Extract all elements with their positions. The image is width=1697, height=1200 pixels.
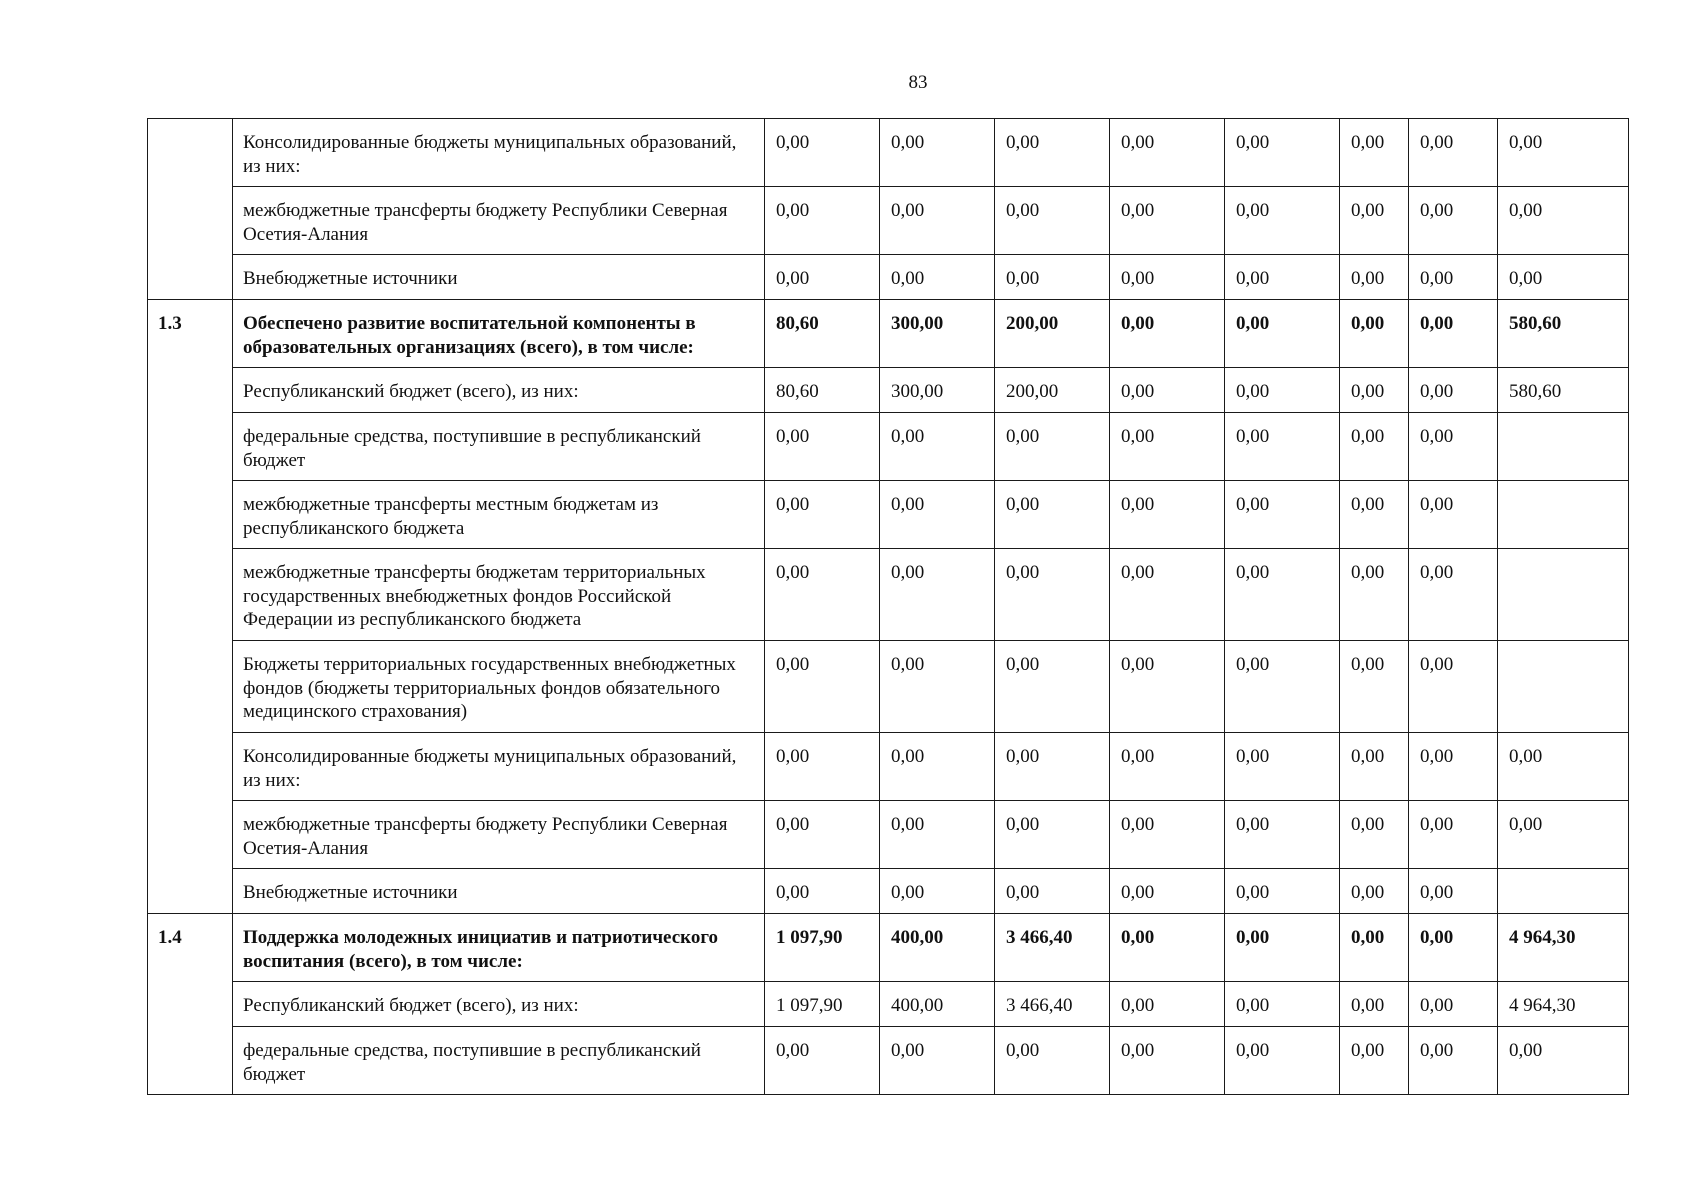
- value-cell: 0,00: [1409, 413, 1498, 481]
- row-label-cell: межбюджетные трансферты бюджету Республики Северная Осетия-Алания: [233, 801, 765, 869]
- value-cell: 0,00: [1409, 481, 1498, 549]
- value-cell: 0,00: [1225, 869, 1340, 914]
- row-label-cell: Республиканский бюджет (всего), из них:: [233, 368, 765, 413]
- table-row: [148, 187, 1629, 255]
- value-cell: 0,00: [1498, 187, 1629, 255]
- row-label-cell: Консолидированные бюджеты муниципальных образований, из них:: [233, 119, 765, 187]
- value-cell: 0,00: [1225, 413, 1340, 481]
- value-cell: 0,00: [995, 869, 1110, 914]
- value-cell: 0,00: [1110, 914, 1225, 982]
- budget-table: [147, 118, 1629, 1095]
- value-cell: 0,00: [880, 801, 995, 869]
- value-cell: 0,00: [880, 641, 995, 733]
- value-cell: [1498, 549, 1629, 641]
- page-number: 83: [908, 72, 928, 93]
- value-cell: 0,00: [765, 1027, 880, 1095]
- value-cell: 0,00: [1225, 481, 1340, 549]
- value-cell: 0,00: [1225, 119, 1340, 187]
- value-cell: 0,00: [1409, 1027, 1498, 1095]
- value-cell: 0,00: [1498, 119, 1629, 187]
- value-cell: 0,00: [880, 255, 995, 300]
- value-cell: 0,00: [1498, 733, 1629, 801]
- value-cell: 0,00: [765, 481, 880, 549]
- value-cell: 0,00: [1340, 1027, 1409, 1095]
- value-cell: 0,00: [1340, 641, 1409, 733]
- value-cell: 0,00: [880, 187, 995, 255]
- value-cell: 0,00: [880, 869, 995, 914]
- value-cell: 0,00: [1498, 801, 1629, 869]
- row-index-cell: 1.4: [148, 914, 233, 1095]
- row-index-cell: 1.3: [148, 300, 233, 914]
- value-cell: 0,00: [880, 413, 995, 481]
- table-row: [148, 641, 1629, 733]
- row-label-cell: межбюджетные трансферты бюджетам территориальных государственных внебюджетных фондов Российской Федерации из республиканского бюджета: [233, 549, 765, 641]
- value-cell: 0,00: [1110, 368, 1225, 413]
- value-cell: 0,00: [1409, 733, 1498, 801]
- row-label-cell: федеральные средства, поступившие в республиканский бюджет: [233, 1027, 765, 1095]
- value-cell: 0,00: [1225, 187, 1340, 255]
- value-cell: [1498, 641, 1629, 733]
- row-label-cell: федеральные средства, поступившие в республиканский бюджет: [233, 413, 765, 481]
- value-cell: 0,00: [1340, 368, 1409, 413]
- value-cell: 400,00: [880, 914, 995, 982]
- value-cell: 80,60: [765, 368, 880, 413]
- value-cell: 0,00: [1409, 801, 1498, 869]
- value-cell: 3 466,40: [995, 982, 1110, 1027]
- row-label-cell: Бюджеты территориальных государственных внебюджетных фондов (бюджеты территориальных фондов обязательного медицинского страхования): [233, 641, 765, 733]
- table-row: [148, 413, 1629, 481]
- value-cell: 0,00: [1225, 641, 1340, 733]
- value-cell: 0,00: [995, 413, 1110, 481]
- value-cell: 0,00: [1110, 300, 1225, 368]
- value-cell: 0,00: [1110, 255, 1225, 300]
- value-cell: [1498, 869, 1629, 914]
- table-row: [148, 801, 1629, 869]
- value-cell: 0,00: [1340, 187, 1409, 255]
- value-cell: 0,00: [1225, 801, 1340, 869]
- row-label-cell: межбюджетные трансферты бюджету Республики Северная Осетия-Алания: [233, 187, 765, 255]
- row-label-cell: межбюджетные трансферты местным бюджетам из республиканского бюджета: [233, 481, 765, 549]
- table-row: [148, 119, 1629, 187]
- value-cell: 0,00: [1340, 733, 1409, 801]
- table-row: [148, 982, 1629, 1027]
- value-cell: 1 097,90: [765, 914, 880, 982]
- value-cell: 0,00: [1409, 368, 1498, 413]
- budget-table-body: [148, 119, 1629, 1095]
- value-cell: 0,00: [995, 549, 1110, 641]
- value-cell: 0,00: [1340, 300, 1409, 368]
- value-cell: 0,00: [1110, 1027, 1225, 1095]
- table-row: [148, 255, 1629, 300]
- value-cell: 80,60: [765, 300, 880, 368]
- value-cell: [1498, 413, 1629, 481]
- value-cell: 0,00: [995, 119, 1110, 187]
- value-cell: 0,00: [880, 1027, 995, 1095]
- value-cell: 0,00: [765, 801, 880, 869]
- value-cell: 0,00: [880, 481, 995, 549]
- value-cell: 0,00: [765, 413, 880, 481]
- row-label-cell: Внебюджетные источники: [233, 255, 765, 300]
- value-cell: 0,00: [765, 187, 880, 255]
- value-cell: 0,00: [1110, 982, 1225, 1027]
- value-cell: 0,00: [1409, 914, 1498, 982]
- table-row: [148, 733, 1629, 801]
- value-cell: 0,00: [1340, 413, 1409, 481]
- value-cell: 0,00: [1498, 255, 1629, 300]
- value-cell: 0,00: [1409, 982, 1498, 1027]
- table-row: [148, 300, 1629, 368]
- table-row: [148, 869, 1629, 914]
- value-cell: 0,00: [1409, 119, 1498, 187]
- value-cell: 0,00: [995, 187, 1110, 255]
- value-cell: 0,00: [1225, 982, 1340, 1027]
- value-cell: 0,00: [1409, 300, 1498, 368]
- value-cell: 0,00: [1225, 255, 1340, 300]
- row-label-cell: Обеспечено развитие воспитательной компоненты в образовательных организациях (всего), в том числе:: [233, 300, 765, 368]
- value-cell: 0,00: [1340, 549, 1409, 641]
- table-row: [148, 1027, 1629, 1095]
- value-cell: 1 097,90: [765, 982, 880, 1027]
- value-cell: 0,00: [1225, 1027, 1340, 1095]
- value-cell: 0,00: [1340, 869, 1409, 914]
- value-cell: 0,00: [1110, 413, 1225, 481]
- value-cell: 0,00: [1110, 641, 1225, 733]
- value-cell: 580,60: [1498, 300, 1629, 368]
- value-cell: 0,00: [1110, 549, 1225, 641]
- value-cell: 0,00: [1409, 549, 1498, 641]
- value-cell: 0,00: [995, 801, 1110, 869]
- value-cell: 0,00: [765, 641, 880, 733]
- value-cell: 0,00: [995, 733, 1110, 801]
- value-cell: 0,00: [765, 733, 880, 801]
- value-cell: 0,00: [1110, 119, 1225, 187]
- value-cell: 0,00: [880, 733, 995, 801]
- value-cell: 0,00: [880, 119, 995, 187]
- value-cell: 0,00: [1225, 914, 1340, 982]
- value-cell: 0,00: [1340, 982, 1409, 1027]
- table-row: [148, 914, 1629, 982]
- value-cell: 0,00: [1340, 255, 1409, 300]
- value-cell: 0,00: [765, 255, 880, 300]
- value-cell: 0,00: [1225, 549, 1340, 641]
- value-cell: 0,00: [1340, 481, 1409, 549]
- row-label-cell: Поддержка молодежных инициатив и патриотического воспитания (всего), в том числе:: [233, 914, 765, 982]
- value-cell: 0,00: [1110, 801, 1225, 869]
- value-cell: 0,00: [765, 119, 880, 187]
- value-cell: 0,00: [995, 641, 1110, 733]
- value-cell: 0,00: [1110, 187, 1225, 255]
- value-cell: 300,00: [880, 368, 995, 413]
- value-cell: 0,00: [1340, 119, 1409, 187]
- value-cell: 0,00: [765, 869, 880, 914]
- value-cell: 0,00: [1225, 300, 1340, 368]
- value-cell: 0,00: [1340, 914, 1409, 982]
- table-row: [148, 549, 1629, 641]
- value-cell: 0,00: [1409, 869, 1498, 914]
- value-cell: 0,00: [1409, 255, 1498, 300]
- value-cell: 0,00: [995, 255, 1110, 300]
- table-row: [148, 481, 1629, 549]
- value-cell: 0,00: [1110, 869, 1225, 914]
- value-cell: 0,00: [995, 1027, 1110, 1095]
- value-cell: 300,00: [880, 300, 995, 368]
- value-cell: 0,00: [1225, 733, 1340, 801]
- table-row: [148, 368, 1629, 413]
- value-cell: 200,00: [995, 300, 1110, 368]
- value-cell: 0,00: [1340, 801, 1409, 869]
- row-index-cell: [148, 119, 233, 300]
- value-cell: [1498, 481, 1629, 549]
- value-cell: 3 466,40: [995, 914, 1110, 982]
- value-cell: 0,00: [1409, 187, 1498, 255]
- value-cell: 4 964,30: [1498, 914, 1629, 982]
- value-cell: 0,00: [995, 481, 1110, 549]
- value-cell: 4 964,30: [1498, 982, 1629, 1027]
- value-cell: 0,00: [1225, 368, 1340, 413]
- value-cell: 0,00: [765, 549, 880, 641]
- row-label-cell: Внебюджетные источники: [233, 869, 765, 914]
- row-label-cell: Республиканский бюджет (всего), из них:: [233, 982, 765, 1027]
- value-cell: 0,00: [1409, 641, 1498, 733]
- value-cell: 0,00: [1110, 733, 1225, 801]
- row-label-cell: Консолидированные бюджеты муниципальных образований, из них:: [233, 733, 765, 801]
- value-cell: 200,00: [995, 368, 1110, 413]
- value-cell: 0,00: [1498, 1027, 1629, 1095]
- value-cell: 580,60: [1498, 368, 1629, 413]
- value-cell: 400,00: [880, 982, 995, 1027]
- value-cell: 0,00: [880, 549, 995, 641]
- value-cell: 0,00: [1110, 481, 1225, 549]
